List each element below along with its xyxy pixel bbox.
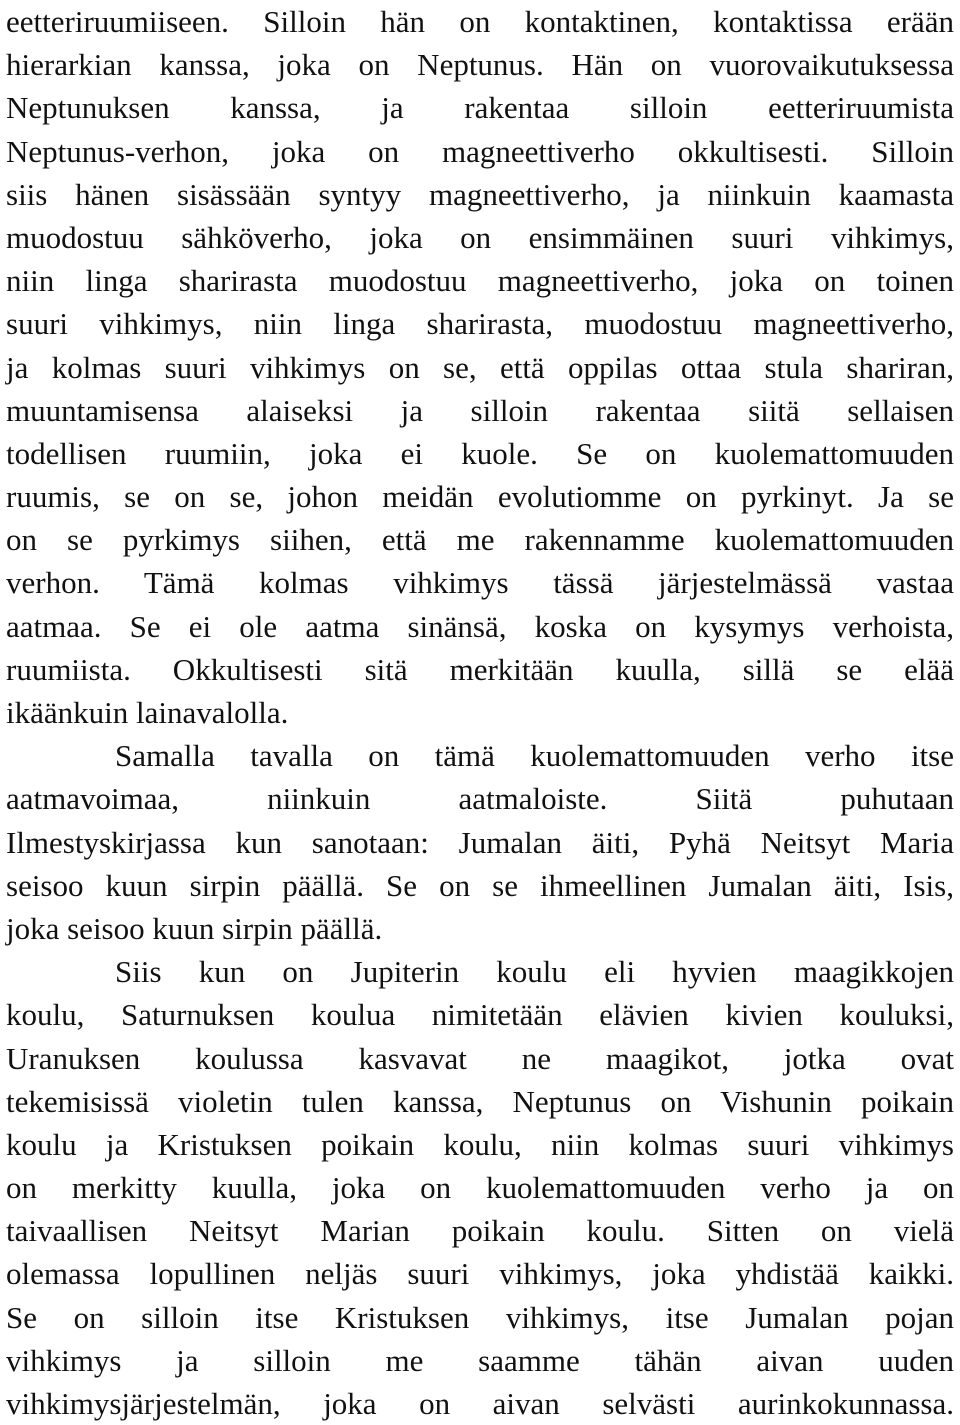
text-line: vihkimys ja silloin me saamme tähän aivan uuden (6, 1342, 954, 1378)
text-line: koulu, Saturnuksen koulua nimitetään elävien kivien kouluksi, (6, 997, 954, 1033)
text-line: siis hänen sisässään syntyy magneettiverho, ja niinkuin kaamasta (6, 176, 954, 212)
paragraph-first-line: Siis kun on Jupiterin koulu eli hyvien maagikkojen (115, 954, 954, 990)
text-line: Se on silloin itse Kristuksen vihkimys, itse Jumalan pojan (6, 1299, 954, 1335)
text-line: aatmaa. Se ei ole aatma sinänsä, koska on kysymys verhoista, (6, 608, 954, 644)
text-line: koulu ja Kristuksen poikain koulu, niin kolmas suuri vihkimys (6, 1126, 954, 1162)
text-line: Uranuksen koulussa kasvavat ne maagikot, jotka ovat (6, 1040, 954, 1076)
text-line: Neptunus-verhon, joka on magneettiverho okkultisesti. Silloin (6, 133, 954, 169)
text-line: hierarkian kanssa, joka on Neptunus. Hän on vuorovaikutuksessa (6, 47, 954, 83)
text-line: Neptunuksen kanssa, ja rakentaa silloin eetteriruumista (6, 90, 954, 126)
text-line: muuntamisensa alaiseksi ja silloin rakentaa siitä sellaisen (6, 392, 954, 428)
text-line: verhon. Tämä kolmas vihkimys tässä järjestelmässä vastaa (6, 565, 954, 601)
text-line: suuri vihkimys, niin linga sharirasta, muodostuu magneettiverho, (6, 306, 954, 342)
document-page (6, 0, 954, 1425)
text-line: ja kolmas suuri vihkimys on se, että oppilas ottaa stula shariran, (6, 349, 954, 385)
text-line: aatmavoimaa, niinkuin aatmaloiste. Siitä puhutaan (6, 781, 954, 817)
text-line: on merkitty kuulla, joka on kuolemattomuuden verho ja on (6, 1170, 954, 1206)
text-line: joka seisoo kuun sirpin päällä. (6, 910, 383, 946)
text-line: eetteriruumiiseen. Silloin hän on kontaktinen, kontaktissa erään (6, 4, 954, 39)
text-line: ruumis, se on se, johon meidän evolutiomme on pyrkinyt. Ja se (6, 479, 954, 515)
text-line: tekemisissä violetin tulen kanssa, Neptunus on Vishunin poikain (6, 1083, 954, 1119)
text-line: niin linga sharirasta muodostuu magneettiverho, joka on toinen (6, 263, 954, 299)
text-line: muodostuu sähköverho, joka on ensimmäinen suuri vihkimys, (6, 219, 954, 255)
text-line: taivaallisen Neitsyt Marian poikain koulu. Sitten on vielä (6, 1213, 954, 1249)
text-line: Ilmestyskirjassa kun sanotaan: Jumalan äiti, Pyhä Neitsyt Maria (6, 824, 954, 860)
paragraph-first-line: Samalla tavalla on tämä kuolemattomuuden verho itse (115, 738, 954, 774)
text-line: seisoo kuun sirpin päällä. Se on se ihmeellinen Jumalan äiti, Isis, (6, 867, 954, 903)
text-line: vihkimysjärjestelmän, joka on aivan selvästi aurinkokunnassa. (6, 1386, 954, 1421)
text-line: ikäänkuin lainavalolla. (6, 695, 289, 730)
text-line: todellisen ruumiin, joka ei kuole. Se on kuolemattomuuden (6, 435, 954, 471)
text-line: olemassa lopullinen neljäs suuri vihkimys, joka yhdistää kaikki. (6, 1256, 954, 1292)
text-line: ruumiista. Okkultisesti sitä merkitään kuulla, sillä se elää (6, 651, 954, 687)
text-line: on se pyrkimys siihen, että me rakennamme kuolemattomuuden (6, 522, 954, 558)
